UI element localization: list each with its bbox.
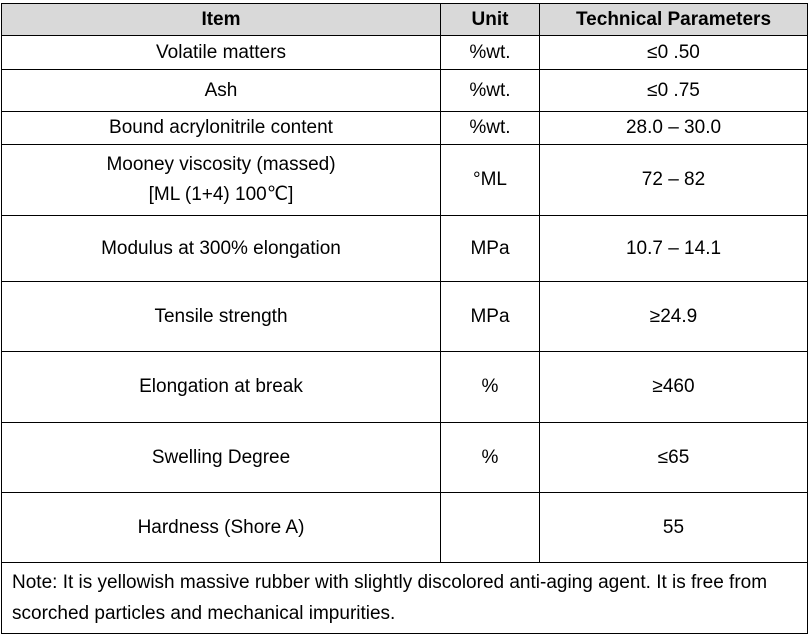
unit-cell: %wt.: [441, 112, 540, 145]
table-row: [2, 36, 808, 70]
item-cell: Volatile matters: [2, 36, 441, 70]
value-cell: 28.0 – 30.0: [540, 112, 808, 145]
value-cell: ≤65: [540, 423, 808, 493]
value-cell: 10.7 – 14.1: [540, 216, 808, 282]
header-unit: Unit: [441, 4, 540, 36]
unit-cell: %: [441, 423, 540, 493]
value-cell: 55: [540, 493, 808, 563]
value-cell: 72 – 82: [540, 145, 808, 216]
unit-cell: MPa: [441, 282, 540, 352]
item-cell: Tensile strength: [2, 282, 441, 352]
header-parameters: Technical Parameters: [540, 4, 808, 36]
spec-table: [1, 3, 808, 634]
item-cell: Hardness (Shore A): [2, 493, 441, 563]
unit-cell: %wt.: [441, 70, 540, 112]
note-row: [2, 563, 808, 634]
item-cell: Ash: [2, 70, 441, 112]
table-row: [2, 493, 808, 563]
table-row: [2, 70, 808, 112]
unit-cell: °ML: [441, 145, 540, 216]
table-row: [2, 145, 808, 216]
value-cell: ≥460: [540, 352, 808, 423]
item-cell: [2, 145, 441, 216]
table-row: [2, 423, 808, 493]
unit-cell: MPa: [441, 216, 540, 282]
unit-cell: %wt.: [441, 36, 540, 70]
table-row: [2, 352, 808, 423]
table-row: [2, 112, 808, 145]
unit-cell: %: [441, 352, 540, 423]
item-cell: Elongation at break: [2, 352, 441, 423]
header-row: [2, 4, 808, 36]
table-row: [2, 216, 808, 282]
value-cell: ≥24.9: [540, 282, 808, 352]
header-item: Item: [2, 4, 441, 36]
unit-cell: [441, 493, 540, 563]
value-cell: ≤0 .75: [540, 70, 808, 112]
item-line-1: Mooney viscosity (massed): [106, 154, 336, 175]
item-line-2: [ML (1+4) 100℃]: [148, 184, 294, 205]
note-text: Note: It is yellowish massive rubber with slightly discolored anti-aging agent. It is free from scorched particles and mechanical impurities.: [2, 563, 808, 634]
item-cell: Bound acrylonitrile content: [2, 112, 441, 145]
item-cell: Modulus at 300% elongation: [2, 216, 441, 282]
value-cell: ≤0 .50: [540, 36, 808, 70]
table-row: [2, 282, 808, 352]
item-cell: Swelling Degree: [2, 423, 441, 493]
